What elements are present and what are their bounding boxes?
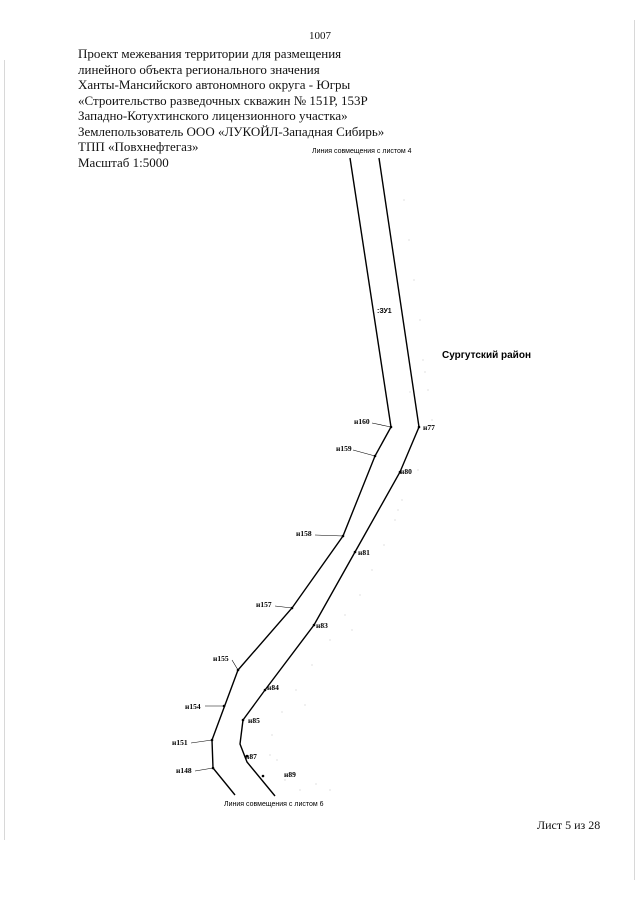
- point-label-right: н77: [423, 423, 435, 432]
- district-label: Сургутский район: [442, 350, 531, 361]
- match-line-bottom-label: Линия совмещения с листом 6: [224, 801, 324, 808]
- header-line: ТПП «Повхнефтегаз»: [78, 139, 199, 154]
- point-label-left: н155: [213, 654, 229, 663]
- point-label-right: н85: [248, 716, 260, 725]
- sheet-number: Лист 5 из 28: [537, 818, 601, 832]
- stipple-texture: [269, 199, 432, 790]
- header-line: Западно-Котухтинского лицензионного участка»: [78, 108, 348, 123]
- point-label-right: н81: [358, 548, 370, 557]
- point-label-right: н83: [316, 621, 328, 630]
- point-label-left: н160: [354, 417, 370, 426]
- point-label-right: н80: [400, 467, 412, 476]
- point-label-right: н89: [284, 770, 296, 779]
- point-label-right: н84: [267, 683, 279, 692]
- point-label-right: н87: [245, 752, 257, 761]
- point-label-left: н159: [336, 444, 352, 453]
- parcel-left-boundary: [212, 158, 391, 795]
- label-leaders: [191, 423, 391, 771]
- point-label-left: н157: [256, 600, 272, 609]
- point-label-left: н148: [176, 766, 192, 775]
- parcel-label: :ЗУ1: [377, 308, 392, 315]
- header-line: Ханты-Мансийского автономного округа - Югры: [78, 77, 351, 92]
- point-label-left: н158: [296, 529, 312, 538]
- page-number: 1007: [309, 30, 331, 42]
- point-label-left: н154: [185, 702, 201, 711]
- point-label-left: н151: [172, 738, 188, 747]
- parcel-right-boundary: [240, 158, 419, 796]
- header-scale: Масштаб 1:5000: [78, 154, 169, 170]
- header-line: Проект межевания территории для размещения: [78, 46, 342, 61]
- header-line: «Строительство разведочных скважин № 151Р, 153Р: [78, 92, 368, 108]
- header-line: линейного объекта регионального значения: [78, 61, 320, 77]
- header-line: Землепользователь ООО «ЛУКОЙЛ-Западная Сибирь»: [78, 123, 385, 139]
- match-line-top-label: Линия совмещения с листом 4: [312, 148, 412, 155]
